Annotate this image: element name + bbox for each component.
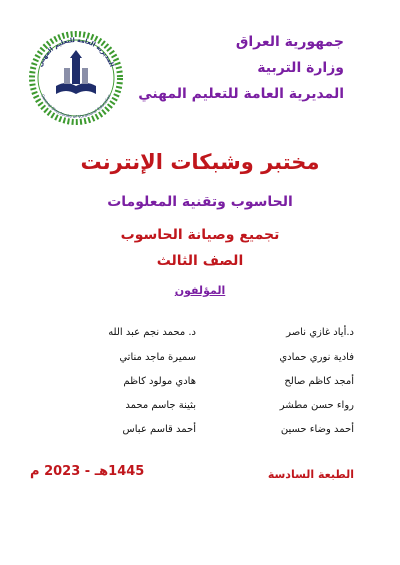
subtitle-subject: تجميع وصيانة الحاسوب [120, 227, 280, 243]
grade-label: الصف الثالث [156, 253, 244, 269]
author-right-5: أحمد وضاء حسين [280, 424, 354, 435]
author-right-2: فادية نوري حمادي [279, 352, 354, 363]
vocational-education-logo [26, 28, 126, 128]
year-label: 1445هـ - 2023 م [30, 464, 145, 479]
author-left-1: د. محمد نجم عبد الله [108, 327, 196, 338]
subtitle-department: الحاسوب وتقنية المعلومات [107, 194, 293, 210]
logo-arabic-text: المديرية العامة للتعليم المهني [36, 36, 116, 68]
authors-heading: المؤلفون [174, 284, 226, 297]
author-left-4: بثينة جاسم محمد [125, 400, 196, 411]
vocational-education-emblem-icon [26, 28, 126, 128]
author-right-4: رواء حسن مطشر [279, 400, 354, 411]
author-left-3: هادي مولود كاظم [123, 376, 196, 387]
author-right-3: أمجد كاظم صالح [284, 376, 354, 387]
author-left-2: سميرة ماجد مناتي [119, 352, 196, 363]
author-left-5: أحمد قاسم عباس [122, 424, 196, 435]
edition-label: الطبعة السادسة [267, 468, 354, 481]
logo-english-text: General Directorate of Vocational Education [40, 93, 112, 120]
page-title: مختبر وشبكات الإنترنت [80, 150, 320, 174]
header-country: جمهورية العراق [235, 34, 344, 50]
header-directorate: المديرية العامة للتعليم المهني [138, 86, 344, 102]
author-right-1: د.أياد غازي ناصر [286, 327, 354, 338]
header-ministry: وزارة التربية [257, 60, 344, 76]
